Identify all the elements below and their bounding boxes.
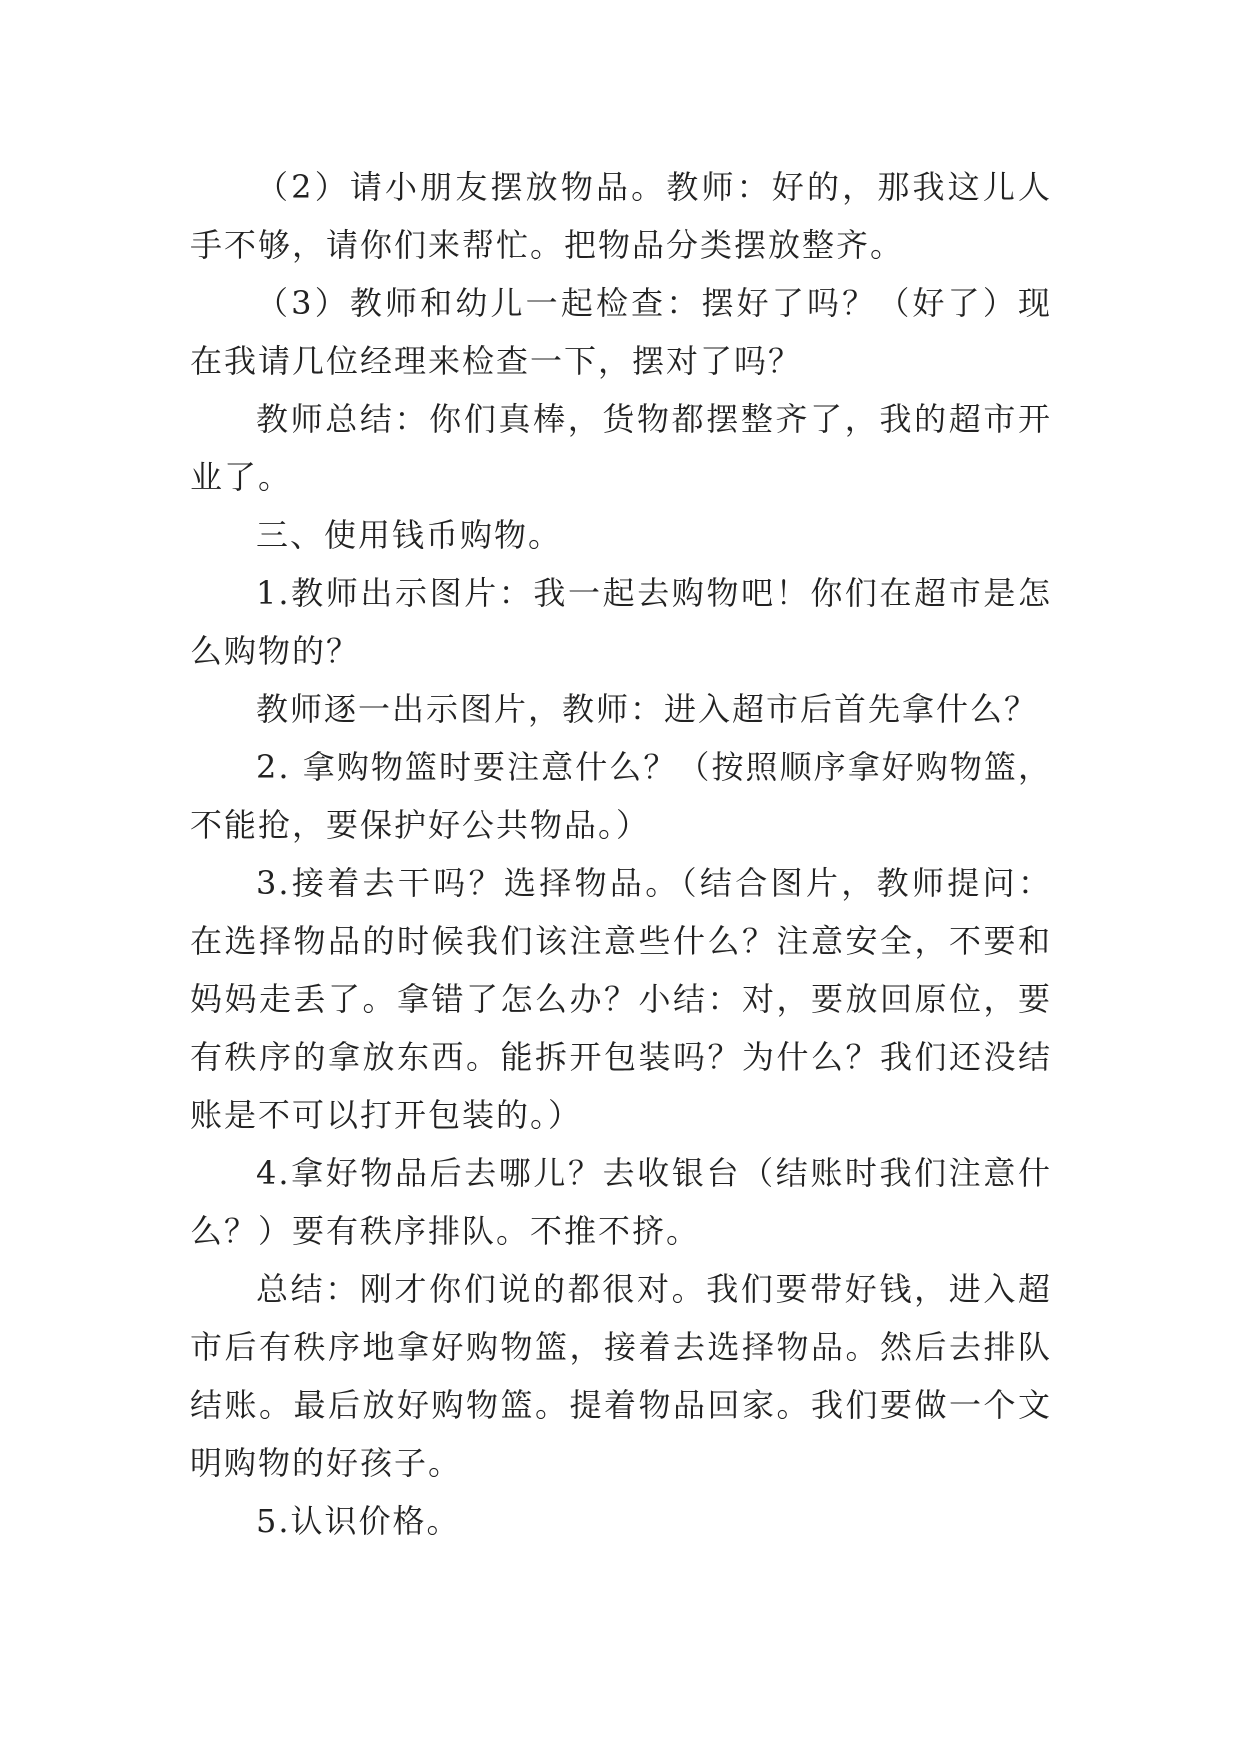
paragraph-arrange-items: （2）请小朋友摆放物品。教师：好的，那我这儿人手不够，请你们来帮忙。把物品分类摆放整齐。 bbox=[190, 168, 1052, 264]
paragraph-step-3-choose-items: 3.接着去干吗？选择物品。（结合图片，教师提问：在选择物品的时候我们该注意些什么？注意安全，不要和妈妈走丢了。拿错了怎么办？小结：对，要放回原位，要有秩序的拿放东西。能拆开包装吗？为什么？我们还没结账是不可以打开包装的。） bbox=[190, 864, 1052, 1134]
section-heading-use-money: 三、使用钱币购物。 bbox=[256, 516, 563, 554]
paragraph-teacher-summary-open: 教师总结：你们真棒，货物都摆整齐了，我的超市开业了。 bbox=[190, 400, 1052, 496]
paragraph-step-2-basket: 2. 拿购物篮时要注意什么？（按照顺序拿好购物篮，不能抢，要保护好公共物品。） bbox=[190, 748, 1052, 844]
paragraph-summary-shopping: 总结：刚才你们说的都很对。我们要带好钱，进入超市后有秩序地拿好购物篮，接着去选择物品。然后去排队结账。最后放好购物篮。提着物品回家。我们要做一个文明购物的好孩子。 bbox=[190, 1270, 1052, 1482]
paragraph-step-4-checkout: 4.拿好物品后去哪儿？去收银台（结账时我们注意什么？）要有秩序排队。不推不挤。 bbox=[190, 1154, 1052, 1250]
paragraph-check-together: （3）教师和幼儿一起检查：摆好了吗？（好了）现在我请几位经理来检查一下，摆对了吗？ bbox=[190, 284, 1052, 380]
paragraph-step-1-show-pictures: 1.教师出示图片：我一起去购物吧！你们在超市是怎么购物的？ bbox=[190, 574, 1052, 670]
document-body bbox=[190, 158, 1052, 1550]
paragraph-teacher-shows-pictures: 教师逐一出示图片，教师：进入超市后首先拿什么？ bbox=[256, 690, 1039, 728]
paragraph-step-5-prices: 5.认识价格。 bbox=[256, 1502, 461, 1540]
